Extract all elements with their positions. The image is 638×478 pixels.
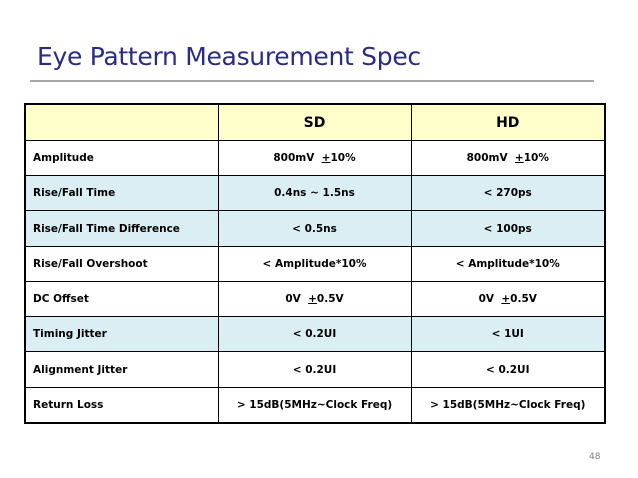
hd-value: < 270ps [411, 176, 605, 211]
value-suffix: 10% [523, 152, 549, 165]
hd-value [411, 141, 605, 176]
sd-value: 0.4ns ~ 1.5ns [218, 176, 411, 211]
row-label: Alignment Jitter [25, 352, 218, 387]
sd-value: > 15dB(5MHz~Clock Freq) [218, 387, 411, 423]
table-row [25, 317, 605, 352]
page-number: 48 [589, 452, 601, 462]
row-label: Rise/Fall Time Difference [25, 211, 218, 246]
header-corner-cell [25, 104, 218, 141]
hd-value: < 1UI [411, 317, 605, 352]
table-row [25, 281, 605, 316]
sd-value [218, 141, 411, 176]
table-row [25, 211, 605, 246]
header-sd: SD [218, 104, 411, 141]
hd-value: > 15dB(5MHz~Clock Freq) [411, 387, 605, 423]
plus-minus-symbol: + [514, 152, 524, 165]
hd-value: < 0.2UI [411, 352, 605, 387]
slide-title: Eye Pattern Measurement Spec [37, 42, 421, 71]
row-label: DC Offset [25, 281, 218, 316]
value-suffix: 10% [330, 152, 356, 165]
sd-value: < 0.2UI [218, 352, 411, 387]
title-underline [30, 80, 594, 82]
sd-value [218, 281, 411, 316]
table-header-row [25, 104, 605, 141]
value-prefix: 0V [285, 293, 309, 306]
row-label: Return Loss [25, 387, 218, 423]
plus-minus-symbol: + [308, 293, 317, 306]
table-row [25, 176, 605, 211]
sd-value: < Amplitude*10% [218, 246, 411, 281]
hd-value: < 100ps [411, 211, 605, 246]
value-suffix: 0.5V [316, 293, 344, 306]
table-row [25, 387, 605, 423]
table-row [25, 141, 605, 176]
hd-value: < Amplitude*10% [411, 246, 605, 281]
plus-minus-symbol: + [501, 293, 511, 306]
row-label: Rise/Fall Overshoot [25, 246, 218, 281]
table-row [25, 352, 605, 387]
row-label: Amplitude [25, 141, 218, 176]
row-label: Rise/Fall Time [25, 176, 218, 211]
value-prefix: 0V [478, 293, 502, 306]
value-prefix: 800mV [273, 152, 322, 165]
spec-table [24, 103, 606, 424]
value-suffix: 0.5V [510, 293, 537, 306]
plus-minus-symbol: + [321, 152, 331, 165]
row-label: Timing Jitter [25, 317, 218, 352]
table-row [25, 246, 605, 281]
sd-value: < 0.5ns [218, 211, 411, 246]
hd-value [411, 281, 605, 316]
sd-value: < 0.2UI [218, 317, 411, 352]
header-hd: HD [411, 104, 605, 141]
value-prefix: 800mV [466, 152, 515, 165]
